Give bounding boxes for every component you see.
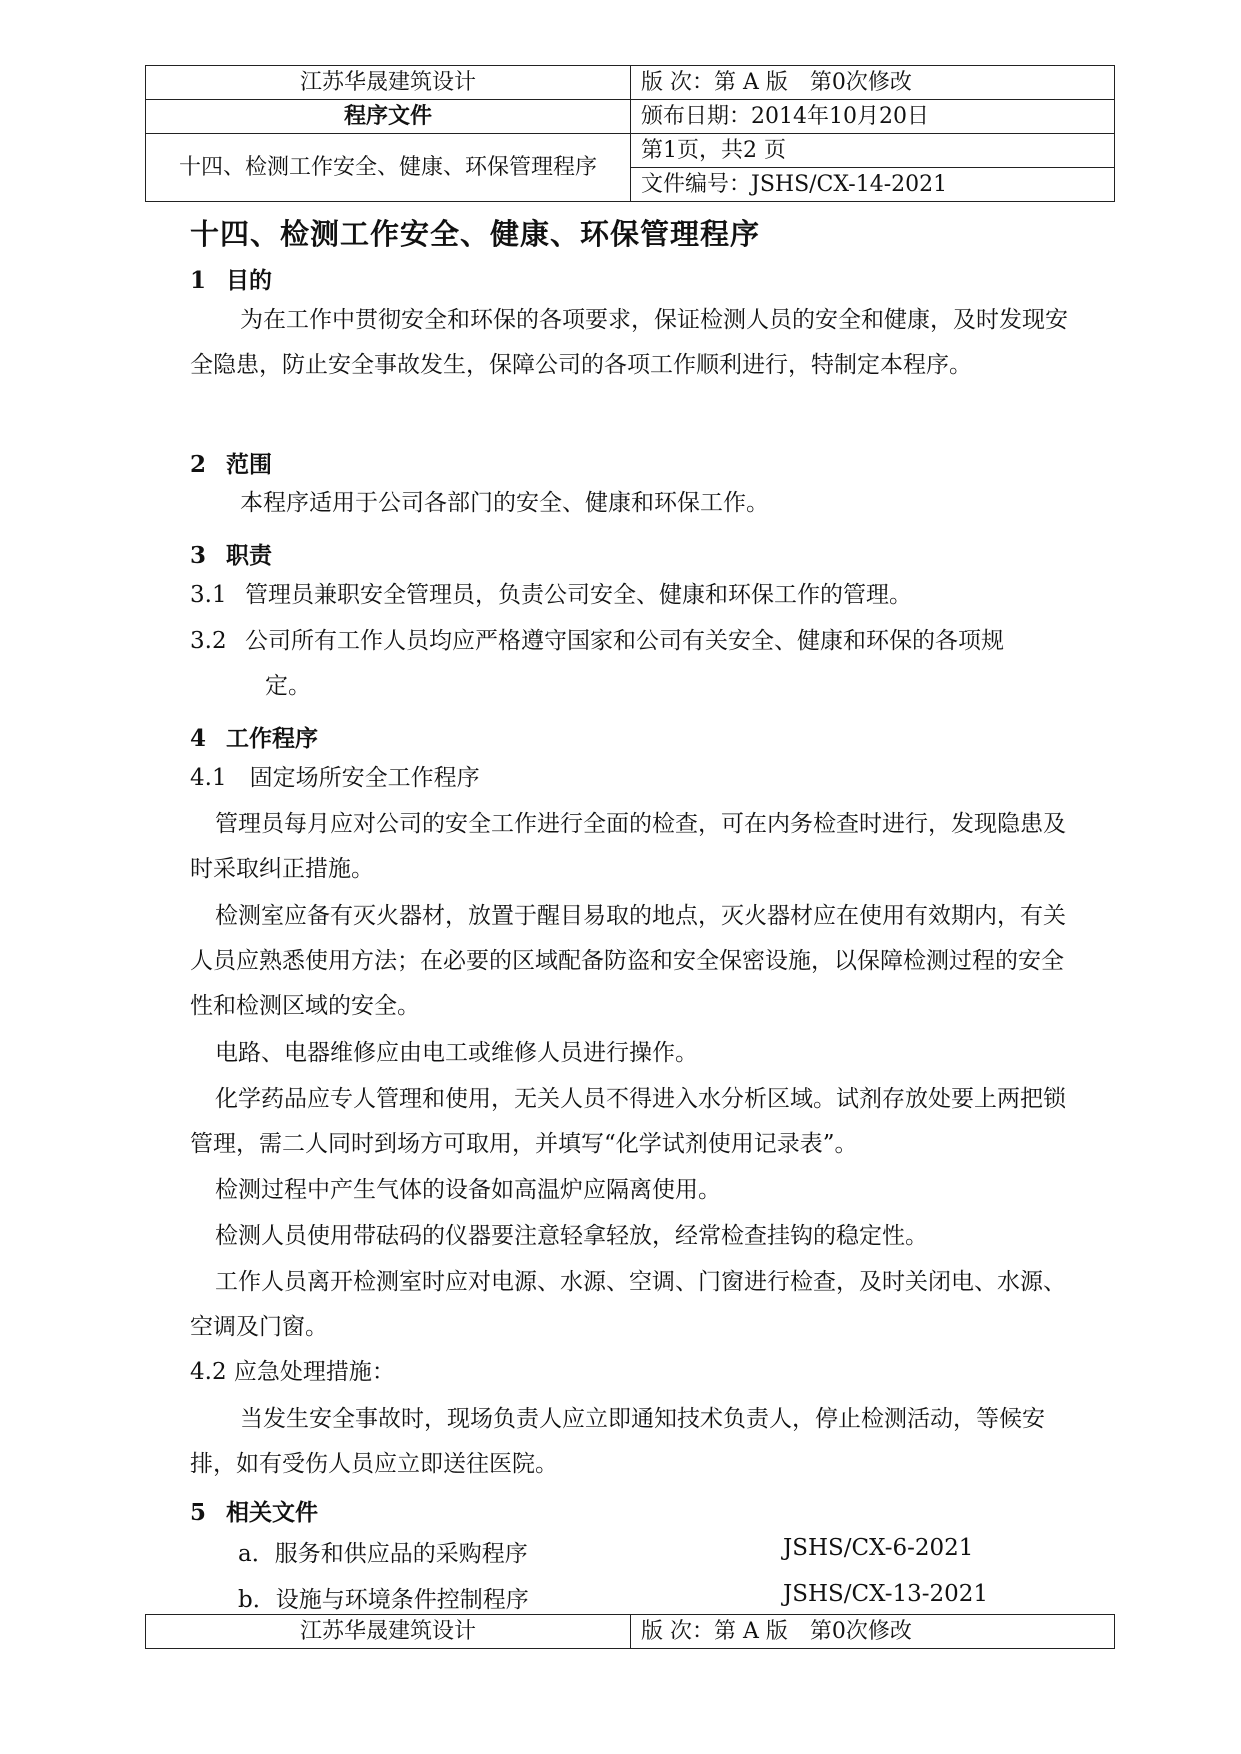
header-company: 江苏华晟建筑设计 — [146, 66, 631, 100]
section-1-heading — [190, 262, 272, 295]
section-4-heading — [190, 720, 318, 753]
paragraph-4-1-7: 工作人员离开检测室时应对电源、水源、空调、门窗进行检查，及时关闭电、水源、空调及门窗。 — [190, 1269, 1066, 1340]
paragraph-4-1-5: 检测过程中产生气体的设备如高温炉应隔离使用。 — [215, 1177, 721, 1203]
header-doc-type: 程序文件 — [146, 100, 631, 134]
section-number: 5 — [190, 1499, 207, 1526]
section-2-text: 本程序适用于公司各部门的安全、健康和环保工作。 — [240, 490, 769, 516]
section-3-heading — [190, 537, 272, 570]
section-5-heading — [190, 1494, 318, 1527]
section-number: 4 — [190, 725, 207, 752]
paragraph-4-1-3: 电路、电器维修应由电工或维修人员进行操作。 — [215, 1040, 698, 1066]
subsection-4-1: 4.1 固定场所安全工作程序 — [190, 765, 480, 791]
header-version: 版 次：第 A 版 第0次修改 — [631, 66, 1115, 100]
related-doc-code: JSHS/CX-13-2021 — [783, 1581, 989, 1607]
section-1-text: 为在工作中贯彻安全和环保的各项要求，保证检测人员的安全和健康，及时发现安全隐患，防止安全事故发生，保障公司的各项工作顺利进行，特制定本程序。 — [190, 307, 1068, 378]
section-title: 范围 — [226, 451, 272, 478]
header-page-info: 第1页，共2 页 — [631, 134, 1115, 168]
document-title: 十四、检测工作安全、健康、环保管理程序 — [190, 217, 761, 251]
related-doc-label: a．服务和供应品的采购程序 — [238, 1541, 528, 1567]
subsection-4-2: 4.2 应急处理措施： — [190, 1359, 395, 1385]
item-3-1 — [190, 573, 912, 618]
related-doc-label: b．设施与环境条件控制程序 — [238, 1587, 529, 1613]
item-number: 3.1 — [190, 582, 227, 608]
item-3-2 — [190, 619, 1004, 664]
item-text: 公司所有工作人员均应严格遵守国家和公司有关安全、健康和环保的各项规 — [245, 628, 1004, 654]
item-text: 管理员兼职安全管理员，负责公司安全、健康和环保工作的管理。 — [245, 582, 912, 608]
paragraph-4-1-4: 化学药品应专人管理和使用，无关人员不得进入水分析区域。试剂存放处要上两把锁管理，需二人同时到场方可取用，并填写“化学试剂使用记录表”。 — [190, 1086, 1066, 1157]
paragraph-4-1-2: 检测室应备有灭火器材，放置于醒目易取的地点，灭火器材应在使用有效期内，有关人员应熟悉使用方法；在必要的区域配备防盗和安全保密设施，以保障检测过程的安全性和检测区域的安全。 — [190, 903, 1066, 1019]
section-number: 3 — [190, 542, 207, 569]
item-3-2-continuation: 定。 — [265, 673, 311, 699]
item-number: 3.2 — [190, 628, 227, 654]
header-doc-number: 文件编号：JSHS/CX-14-2021 — [631, 168, 1115, 202]
document-header-table — [145, 65, 1115, 202]
section-title: 相关文件 — [226, 1499, 318, 1526]
header-issue-date: 颁布日期：2014年10月20日 — [631, 100, 1115, 134]
paragraph-4-2-1: 当发生安全事故时，现场负责人应立即通知技术负责人，停止检测活动，等候安排，如有受伤人员应立即送往医院。 — [190, 1406, 1045, 1477]
section-title: 工作程序 — [226, 725, 318, 752]
section-number: 1 — [190, 267, 207, 294]
header-procedure-name: 十四、检测工作安全、健康、环保管理程序 — [146, 134, 631, 202]
paragraph-4-1-6: 检测人员使用带砝码的仪器要注意轻拿轻放，经常检查挂钩的稳定性。 — [215, 1223, 928, 1249]
section-title: 目的 — [226, 267, 272, 294]
related-doc-code: JSHS/CX-6-2021 — [783, 1535, 974, 1561]
paragraph-4-1-1: 管理员每月应对公司的安全工作进行全面的检查，可在内务检查时进行，发现隐患及时采取纠正措施。 — [190, 811, 1066, 882]
footer-version: 版 次：第 A 版 第0次修改 — [631, 1615, 1115, 1649]
section-title: 职责 — [226, 542, 272, 569]
document-footer-table — [145, 1614, 1115, 1649]
footer-company: 江苏华晟建筑设计 — [146, 1615, 631, 1649]
section-2-heading — [190, 446, 272, 479]
section-number: 2 — [190, 451, 207, 478]
